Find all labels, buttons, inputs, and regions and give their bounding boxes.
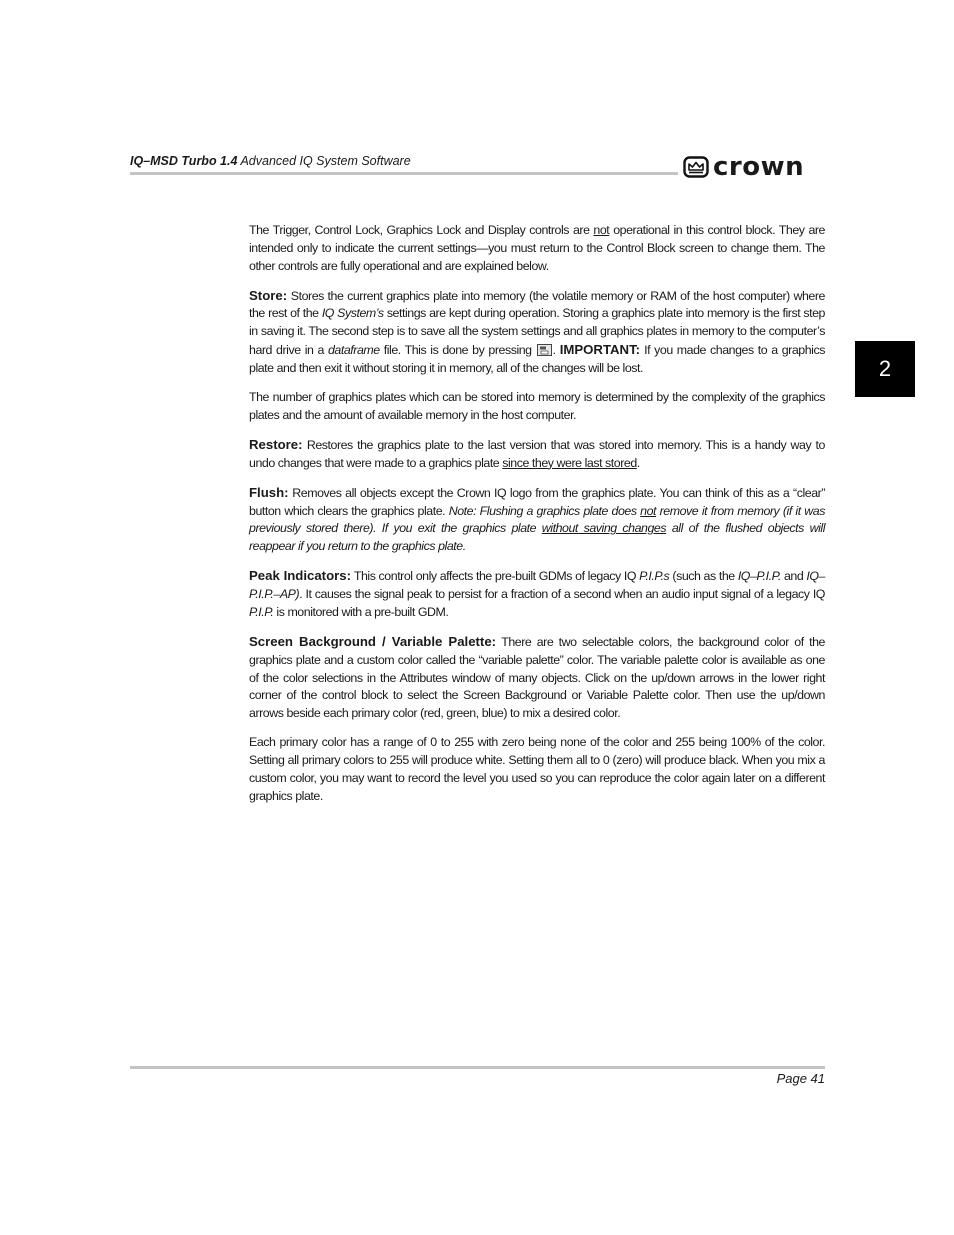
text-run: .	[552, 343, 560, 358]
text-run: is monitored with a pre-built GDM.	[273, 604, 449, 619]
text-run: Stores the current graphics plate into memory (the volatile memory or RAM of the host computer) where the rest of the	[249, 288, 825, 321]
text-run: file. This is done by pressing	[379, 343, 536, 358]
text-run: (such as the	[669, 569, 738, 584]
product-name: IQ–MSD Turbo 1.4	[130, 154, 238, 168]
italic-text: IQ–P.I.P.	[737, 569, 781, 584]
intro-paragraph	[249, 222, 825, 275]
body-text	[249, 222, 825, 817]
save-icon	[537, 344, 552, 356]
italic-text: Note: Flushing a graphics plate does	[448, 503, 641, 518]
text-run: . It causes the signal peak to persist for a fraction of a second when an audio input signal of a legacy IQ	[299, 587, 825, 602]
term-store: Store:	[249, 287, 288, 303]
plates-paragraph: The number of graphics plates which can be stored into memory is determined by the complexity of the graphics plates and the amount of available memory in the host computer.	[249, 389, 825, 422]
header-rule	[130, 172, 678, 175]
restore-paragraph	[249, 436, 825, 473]
logo-wordmark: crown	[713, 152, 805, 182]
text-run: Removes all objects except the Crown IQ logo from the graphics plate. You can think of this as a “clear” button which clears the graphics plate.	[249, 485, 825, 518]
italic-text: IQ System’s	[321, 306, 384, 321]
term-screen-background: Screen Background / Variable Palette:	[249, 633, 497, 649]
primary-color-paragraph: Each primary color has a range of 0 to 255 with zero being none of the color and 255 being 100% of the color. Setting all primary colors to 255 will produce white. Setting them all to 0 (zero) will produce black. When you mix a custom color, you may want to record the level you used so you can reproduce the color again later on a different graphics plate.	[249, 735, 825, 803]
header-subtitle: Advanced IQ System Software	[237, 154, 411, 168]
footer-rule	[130, 1066, 825, 1069]
term-peak-indicators: Peak Indicators:	[249, 568, 351, 584]
italic-text: remove it from memory (if it was previously stored there). If you exit the graphics plate	[249, 503, 825, 536]
text-run: Restores the graphics plate to the last version that was stored into memory. This is a handy way to undo changes that were made to a graphics plate	[249, 437, 825, 470]
underlined-text: not	[593, 223, 610, 237]
flush-paragraph	[249, 484, 825, 556]
text-run: There are two selectable colors, the background color of the graphics plate and a custom color called the “variable palette” color. The variable palette color is available as one of the color selections in the Attributes window of many objects. Click on the up/down arrows in the lower right corner of the control block to select the Screen Background or Variable Palette color. Then use the up/down arrows beside each primary color (red, green, blue) to mix a desired color.	[249, 634, 825, 721]
text-run: .	[636, 455, 640, 470]
text-run: The Trigger, Control Lock, Graphics Lock and Display controls are	[249, 223, 594, 237]
peak-paragraph	[249, 567, 825, 621]
important-label: IMPORTANT:	[559, 342, 641, 358]
underlined-italic-text: without saving changes	[541, 521, 667, 536]
text-run: This control only affects the pre-built GDMs of legacy IQ	[350, 569, 640, 584]
running-header	[130, 154, 411, 168]
italic-text: dataframe	[327, 343, 380, 358]
crown-icon	[683, 156, 709, 178]
text-run: operational in this control block. They are intended only to indicate the current settings—you must return to the Control Block screen to change them. The other controls are fully operational and are explained below.	[249, 223, 825, 273]
term-restore: Restore:	[249, 436, 303, 452]
text-run: and	[780, 569, 807, 584]
screen-background-paragraph	[249, 633, 825, 723]
underlined-italic-text: not	[640, 503, 657, 518]
crown-logo	[683, 154, 804, 180]
store-paragraph	[249, 287, 825, 378]
underlined-text: since they were last stored	[502, 455, 637, 470]
chapter-tab: 2	[855, 341, 915, 397]
text-run: settings are kept during operation. Storing a graphics plate into memory is the first step in saving it. The second step is to save all the system settings and all graphics plates in memory to the computer’s hard drive in a	[249, 306, 826, 358]
page-number: Page 41	[776, 1071, 825, 1086]
italic-text: P.I.P.s	[639, 569, 670, 584]
term-flush: Flush:	[249, 484, 289, 500]
italic-text: P.I.P.	[249, 604, 274, 619]
text-run: If you made changes to a graphics plate and then exit it without storing it in memory, all of the changes will be lost.	[249, 343, 825, 375]
italic-text: all of the flushed objects will reappear if you return to the graphics plate.	[249, 521, 825, 554]
italic-text: IQ–P.I.P.–AP)	[249, 569, 825, 602]
